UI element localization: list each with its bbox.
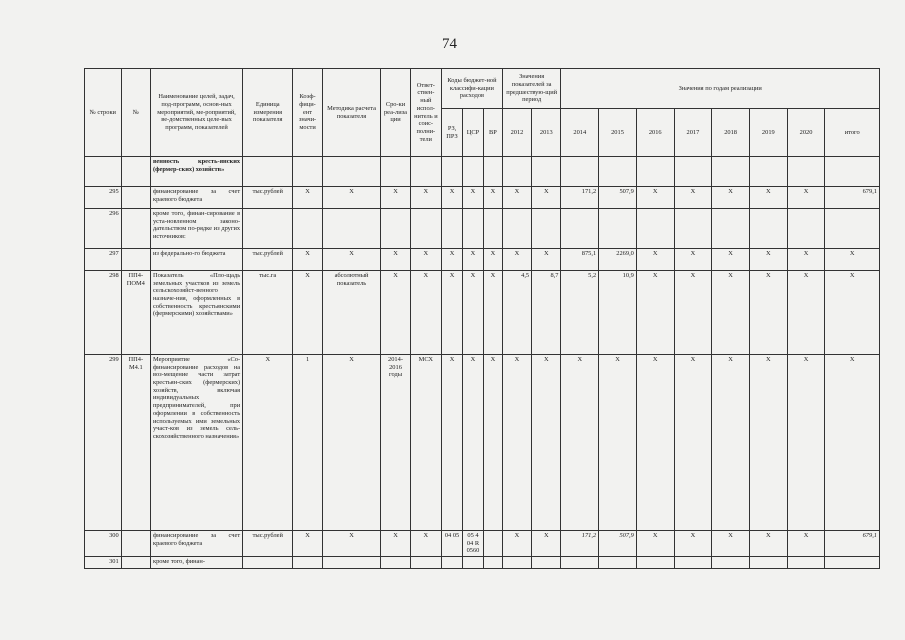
header-coefficient: Коэф-фици-ент значи-мости [293, 69, 322, 157]
header-year-2020: 2020 [787, 109, 825, 157]
cell-no [121, 209, 150, 249]
cell-method: X [322, 531, 381, 557]
cell-v2013: X [532, 531, 561, 557]
cell-v2017: X [674, 187, 712, 209]
cell-terms: X [381, 249, 410, 271]
cell-coef [293, 557, 322, 569]
header-method: Методика расчета показателя [322, 69, 381, 157]
cell-no [121, 187, 150, 209]
cell-v2020: X [787, 187, 825, 209]
cell-v2015: 507,9 [599, 187, 637, 209]
cell-v2018 [712, 557, 750, 569]
cell-terms: X [381, 187, 410, 209]
cell-vr: X [483, 355, 502, 531]
cell-v2017 [674, 157, 712, 187]
cell-v2012: 4,5 [502, 271, 531, 355]
cell-name: Мероприятие «Со-финансирование расходов на воз-мещение части затрат крестьян-ских (фермерских) хозяйств, включая индивидуальных предпринимателей, при оформлении в собственность используемых ими земельных участ-ков из земель сель-скохозяйственного назначения» [150, 355, 242, 531]
cell-v2020 [787, 157, 825, 187]
cell-v2018: X [712, 531, 750, 557]
cell-v2015: 2269,0 [599, 249, 637, 271]
cell-v2020: X [787, 271, 825, 355]
cell-method: абсолютный показатель [322, 271, 381, 355]
cell-v2019: X [749, 355, 787, 531]
cell-name: кроме того, финан-сирование в уста-новленном законо-дательством по-рядке из других источников: [150, 209, 242, 249]
cell-v2014: 171,2 [561, 531, 599, 557]
cell-v2020 [787, 557, 825, 569]
cell-method: X [322, 355, 381, 531]
cell-vr: X [483, 187, 502, 209]
cell-csr: X [463, 271, 484, 355]
cell-v2015: X [599, 355, 637, 531]
cell-v2013: 8,7 [532, 271, 561, 355]
header-number: № [121, 69, 150, 157]
cell-method [322, 157, 381, 187]
cell-v2013: X [532, 249, 561, 271]
header-responsible: Ответ-ствен-ный испол-нитель и соис-полни-тели [410, 69, 441, 157]
cell-no [121, 157, 150, 187]
header-name: Наименование целей, задач, под-программ, основ-ных мероприятий, ме-роприятий, ве-домственных целе-вых программ, показателей [150, 69, 242, 157]
cell-rz: X [442, 187, 463, 209]
header-yearly-values: Значения по годам реализации [561, 69, 880, 109]
cell-v2013: X [532, 187, 561, 209]
cell-v2017: X [674, 355, 712, 531]
cell-v2018: X [712, 249, 750, 271]
cell-v2019: X [749, 249, 787, 271]
cell-v2012: X [502, 355, 531, 531]
cell-total: X [825, 249, 880, 271]
header-year-2019: 2019 [749, 109, 787, 157]
cell-v2013: X [532, 355, 561, 531]
header-year-2012: 2012 [502, 109, 531, 157]
cell-row-no: 296 [85, 209, 122, 249]
header-year-2017: 2017 [674, 109, 712, 157]
cell-v2012: X [502, 249, 531, 271]
table-row [85, 209, 880, 249]
cell-terms [381, 209, 410, 249]
cell-row-no: 301 [85, 557, 122, 569]
cell-rz [442, 557, 463, 569]
cell-v2014 [561, 209, 599, 249]
cell-v2018 [712, 157, 750, 187]
table-row [85, 187, 880, 209]
table-row [85, 355, 880, 531]
header-budget-codes: Коды бюджет-ной классифи-кации расходов [442, 69, 503, 109]
cell-coef: X [293, 249, 322, 271]
header-year-2015: 2015 [599, 109, 637, 157]
cell-v2017: X [674, 271, 712, 355]
cell-rz: X [442, 355, 463, 531]
cell-v2016: X [636, 355, 674, 531]
cell-v2017: X [674, 531, 712, 557]
header-year-2016: 2016 [636, 109, 674, 157]
header-rz: РЗ, ПРЗ [442, 109, 463, 157]
header-unit: Единица измерения показателя [243, 69, 293, 157]
cell-vr: X [483, 271, 502, 355]
cell-csr [463, 209, 484, 249]
table-body [85, 157, 880, 569]
header-year-2018: 2018 [712, 109, 750, 157]
cell-v2014: 171,2 [561, 187, 599, 209]
cell-v2012 [502, 557, 531, 569]
cell-no [121, 531, 150, 557]
cell-v2019: X [749, 531, 787, 557]
header-previous-values: Значения показателей за предшествую-щий период [502, 69, 561, 109]
cell-unit: тыс.рублей [243, 187, 293, 209]
cell-no [121, 249, 150, 271]
cell-csr: X [463, 249, 484, 271]
cell-v2018: X [712, 187, 750, 209]
cell-v2018: X [712, 271, 750, 355]
cell-total [825, 557, 880, 569]
table-row [85, 271, 880, 355]
cell-v2012 [502, 209, 531, 249]
cell-v2015 [599, 157, 637, 187]
cell-v2015: 507,9 [599, 531, 637, 557]
cell-v2015 [599, 209, 637, 249]
cell-terms [381, 557, 410, 569]
cell-terms [381, 157, 410, 187]
header-year-2014: 2014 [561, 109, 599, 157]
cell-v2013 [532, 209, 561, 249]
cell-resp: X [410, 249, 441, 271]
cell-resp: X [410, 271, 441, 355]
cell-rz [442, 209, 463, 249]
cell-resp [410, 157, 441, 187]
cell-row-no: 299 [85, 355, 122, 531]
header-terms: Сро-ки реа-лиза ции [381, 69, 410, 157]
cell-total [825, 157, 880, 187]
cell-v2012 [502, 157, 531, 187]
cell-row-no: 300 [85, 531, 122, 557]
cell-v2016: X [636, 249, 674, 271]
cell-v2019: X [749, 271, 787, 355]
cell-resp [410, 209, 441, 249]
page-number: 74 [442, 36, 457, 52]
cell-row-no: 297 [85, 249, 122, 271]
table-row [85, 557, 880, 569]
cell-name: из федерально-го бюджета [150, 249, 242, 271]
cell-v2012: X [502, 531, 531, 557]
table-row [85, 531, 880, 557]
cell-v2020: X [787, 531, 825, 557]
cell-no: ПП4-ПОМ4 [121, 271, 150, 355]
cell-name: кроме того, финан- [150, 557, 242, 569]
cell-name: венность кресть-янских (фермер-ских) хозяйств» [150, 157, 242, 187]
cell-v2016: X [636, 187, 674, 209]
header-row-number: № строки [85, 69, 122, 157]
cell-name: финансирование за счет краевого бюджета [150, 531, 242, 557]
cell-v2016: X [636, 531, 674, 557]
cell-coef [293, 209, 322, 249]
cell-name: Показатель «Пло-щадь земельных участков из земель сельскохозяйст-венного назначе-ния, оформленных в собственность крестьянскими (фермерскими) хозяйствами» [150, 271, 242, 355]
cell-v2020 [787, 209, 825, 249]
cell-row-no: 295 [85, 187, 122, 209]
cell-v2016: X [636, 271, 674, 355]
cell-v2019 [749, 157, 787, 187]
header-total: итого [825, 109, 880, 157]
cell-v2013 [532, 557, 561, 569]
cell-terms: X [381, 531, 410, 557]
cell-row-no: 298 [85, 271, 122, 355]
cell-csr: 05 4 04 R 0560 [463, 531, 484, 557]
cell-resp: МСХ [410, 355, 441, 531]
cell-v2020: X [787, 249, 825, 271]
cell-v2020: X [787, 355, 825, 531]
cell-csr: X [463, 355, 484, 531]
cell-vr [483, 209, 502, 249]
cell-unit [243, 209, 293, 249]
cell-method [322, 209, 381, 249]
cell-row-no [85, 157, 122, 187]
cell-coef: X [293, 531, 322, 557]
cell-no: ПП4-М4.1 [121, 355, 150, 531]
cell-vr [483, 531, 502, 557]
table-row [85, 157, 880, 187]
cell-v2019 [749, 209, 787, 249]
cell-v2018 [712, 209, 750, 249]
cell-v2015 [599, 557, 637, 569]
cell-v2014: X [561, 355, 599, 531]
table-row [85, 249, 880, 271]
cell-v2017: X [674, 249, 712, 271]
cell-unit: тыс.рублей [243, 531, 293, 557]
cell-unit: X [243, 355, 293, 531]
cell-unit [243, 557, 293, 569]
cell-coef: X [293, 187, 322, 209]
cell-csr [463, 557, 484, 569]
cell-unit: тыс.рублей [243, 249, 293, 271]
cell-total [825, 209, 880, 249]
cell-resp: X [410, 187, 441, 209]
cell-rz [442, 157, 463, 187]
cell-v2016 [636, 209, 674, 249]
cell-vr: X [483, 249, 502, 271]
cell-terms: X [381, 271, 410, 355]
cell-v2019 [749, 557, 787, 569]
cell-total: 679,1 [825, 531, 880, 557]
cell-unit: тыс.га [243, 271, 293, 355]
cell-resp: X [410, 531, 441, 557]
cell-csr [463, 157, 484, 187]
cell-v2018: X [712, 355, 750, 531]
table-header [85, 69, 880, 157]
cell-coef: X [293, 271, 322, 355]
cell-terms: 2014-2016 годы [381, 355, 410, 531]
header-year-2013: 2013 [532, 109, 561, 157]
header-csr: ЦСР [463, 109, 484, 157]
cell-resp [410, 557, 441, 569]
cell-v2015: 10,9 [599, 271, 637, 355]
cell-v2019: X [749, 187, 787, 209]
cell-v2016 [636, 557, 674, 569]
cell-method: X [322, 187, 381, 209]
cell-v2014 [561, 157, 599, 187]
cell-no [121, 557, 150, 569]
cell-method: X [322, 249, 381, 271]
cell-v2017 [674, 557, 712, 569]
cell-v2016 [636, 157, 674, 187]
header-vr: ВР [483, 109, 502, 157]
cell-coef [293, 157, 322, 187]
cell-v2013 [532, 157, 561, 187]
cell-rz: X [442, 249, 463, 271]
cell-csr: X [463, 187, 484, 209]
cell-vr [483, 557, 502, 569]
cell-total: 679,1 [825, 187, 880, 209]
cell-total: X [825, 355, 880, 531]
cell-total: X [825, 271, 880, 355]
cell-method [322, 557, 381, 569]
cell-rz: 04 05 [442, 531, 463, 557]
cell-rz: X [442, 271, 463, 355]
cell-v2014: 875,1 [561, 249, 599, 271]
cell-name: финансирование за счет краевого бюджета [150, 187, 242, 209]
cell-vr [483, 157, 502, 187]
cell-unit [243, 157, 293, 187]
cell-coef: 1 [293, 355, 322, 531]
cell-v2014: 5,2 [561, 271, 599, 355]
cell-v2014 [561, 557, 599, 569]
program-indicators-table [84, 68, 880, 569]
cell-v2012: X [502, 187, 531, 209]
cell-v2017 [674, 209, 712, 249]
